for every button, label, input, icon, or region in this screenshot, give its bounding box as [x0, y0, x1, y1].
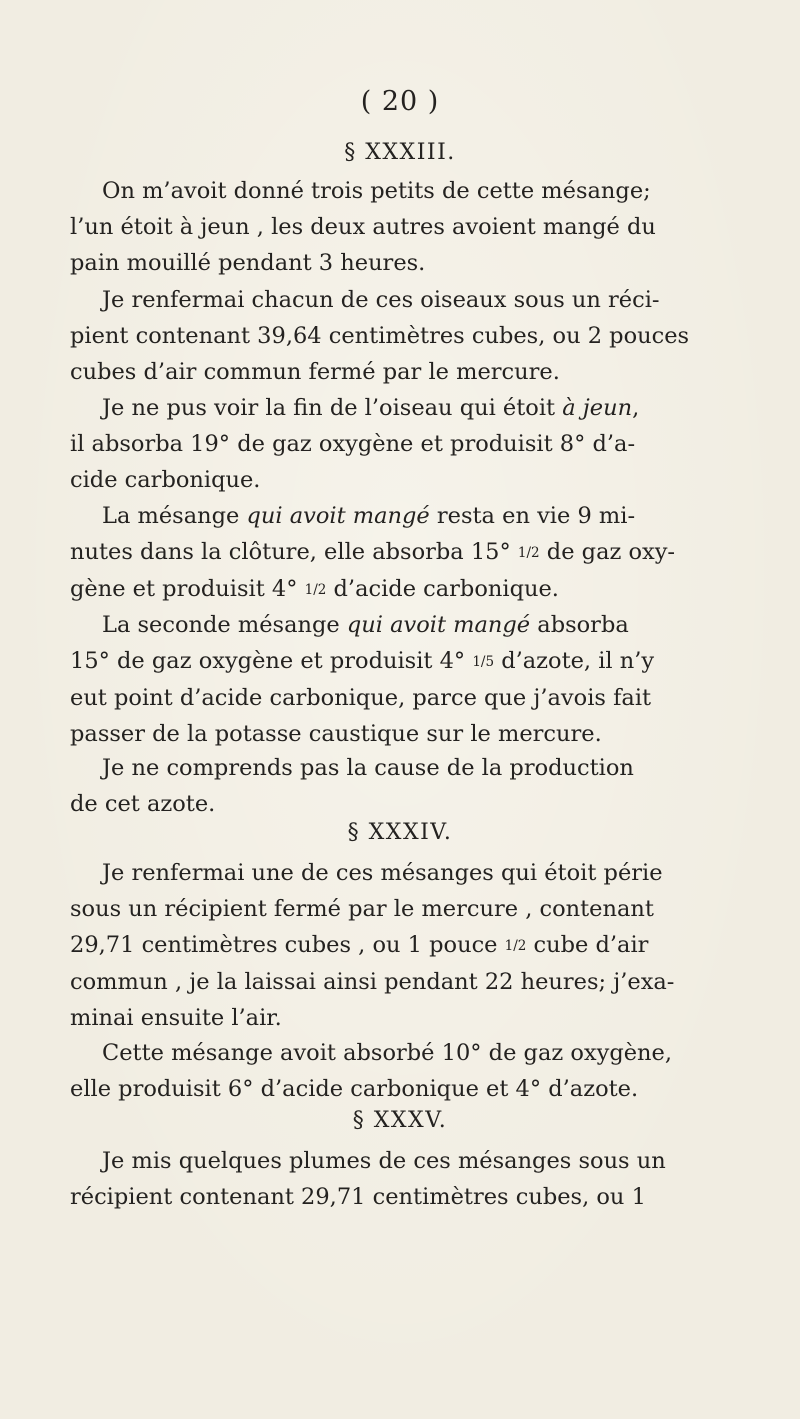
text-line: sous un récipient fermé par le mercure , contenant: [70, 896, 654, 922]
paragraph-s33-6: [70, 750, 790, 822]
italic-text: qui avoit mangé: [246, 503, 430, 529]
text-line: La seconde mésange qui avoit mangé absorba: [102, 612, 629, 638]
text-line: pient contenant 39,64 centimètres cubes, ou 2 pouces: [70, 323, 690, 349]
paragraph-s33-4: [70, 498, 790, 608]
text-line: de cet azote.: [70, 791, 216, 817]
text-line: minai ensuite l’air.: [70, 1004, 282, 1031]
text-line: il absorba 19° de gaz oxygène et produisit 8° d’a-: [70, 431, 636, 457]
fraction: 1/5: [472, 653, 495, 670]
text-line: Je ne comprends pas la cause de la production: [102, 755, 634, 781]
text-line: passer de la potasse caustique sur le mercure.: [70, 720, 602, 747]
text-line: Je ne pus voir la fin de l’oiseau qui étoit à jeun,: [102, 395, 640, 421]
text-line: pain mouillé pendant 3 heures.: [70, 250, 426, 276]
paragraph-s33-2: [70, 282, 790, 390]
text-line: l’un étoit à jeun , les deux autres avoient mangé du: [70, 214, 656, 240]
text-line: Je mis quelques plumes de ces mésanges sous un: [102, 1148, 666, 1174]
text-line: On m’avoit donné trois petits de cette mésange;: [102, 178, 651, 204]
text-line: 29,71 centimètres cubes , ou 1 pouce 1/2 cube d’air: [70, 932, 649, 958]
text-line: cubes d’air commun fermé par le mercure.: [70, 359, 560, 385]
section-heading-xxxiii: § XXXIII.: [344, 140, 456, 165]
paragraph-s34-2: [70, 1035, 790, 1107]
paragraph-s33-3: [70, 390, 790, 498]
paragraph-s33-1: [70, 173, 790, 281]
text-line: eut point d’acide carbonique, parce que j’avois fait: [70, 684, 652, 711]
fraction: 1/2: [504, 937, 527, 954]
italic-text: qui avoit mangé: [346, 612, 531, 638]
page-number: ( 20 ): [360, 86, 440, 117]
text-line: récipient contenant 29,71 centimètres cubes, ou 1: [70, 1184, 646, 1210]
fraction: 1/2: [517, 544, 540, 561]
paragraph-s34-1: [70, 855, 790, 1036]
text-line: nutes dans la clôture, elle absorba 15° 1/2 de gaz oxy-: [70, 539, 676, 565]
text-line: Je renfermai une de ces mésanges qui étoit périe: [102, 860, 663, 886]
section-heading-xxxv: § XXXV.: [352, 1108, 448, 1133]
paragraph-s33-5: [70, 607, 790, 752]
text-line: Cette mésange avoit absorbé 10° de gaz oxygène,: [102, 1040, 673, 1066]
paragraph-s35-1: [70, 1143, 790, 1215]
section-heading-xxxiv: § XXXIV.: [347, 820, 453, 845]
text-line: Je renfermai chacun de ces oiseaux sous un réci-: [102, 287, 660, 313]
text-line: cide carbonique.: [70, 467, 261, 493]
text-line: commun , je la laissai ainsi pendant 22 heures; j’exa-: [70, 968, 675, 995]
text-line: 15° de gaz oxygène et produisit 4° 1/5 d’azote, il n’y: [70, 648, 655, 674]
text-line: La mésange qui avoit mangé resta en vie 9 mi-: [102, 503, 636, 529]
italic-text: à jeun: [562, 395, 633, 421]
text-line: elle produisit 6° d’acide carbonique et 4° d’azote.: [70, 1076, 639, 1102]
fraction: 1/2: [304, 581, 327, 598]
text-line: gène et produisit 4° 1/2 d’acide carbonique.: [70, 575, 559, 602]
